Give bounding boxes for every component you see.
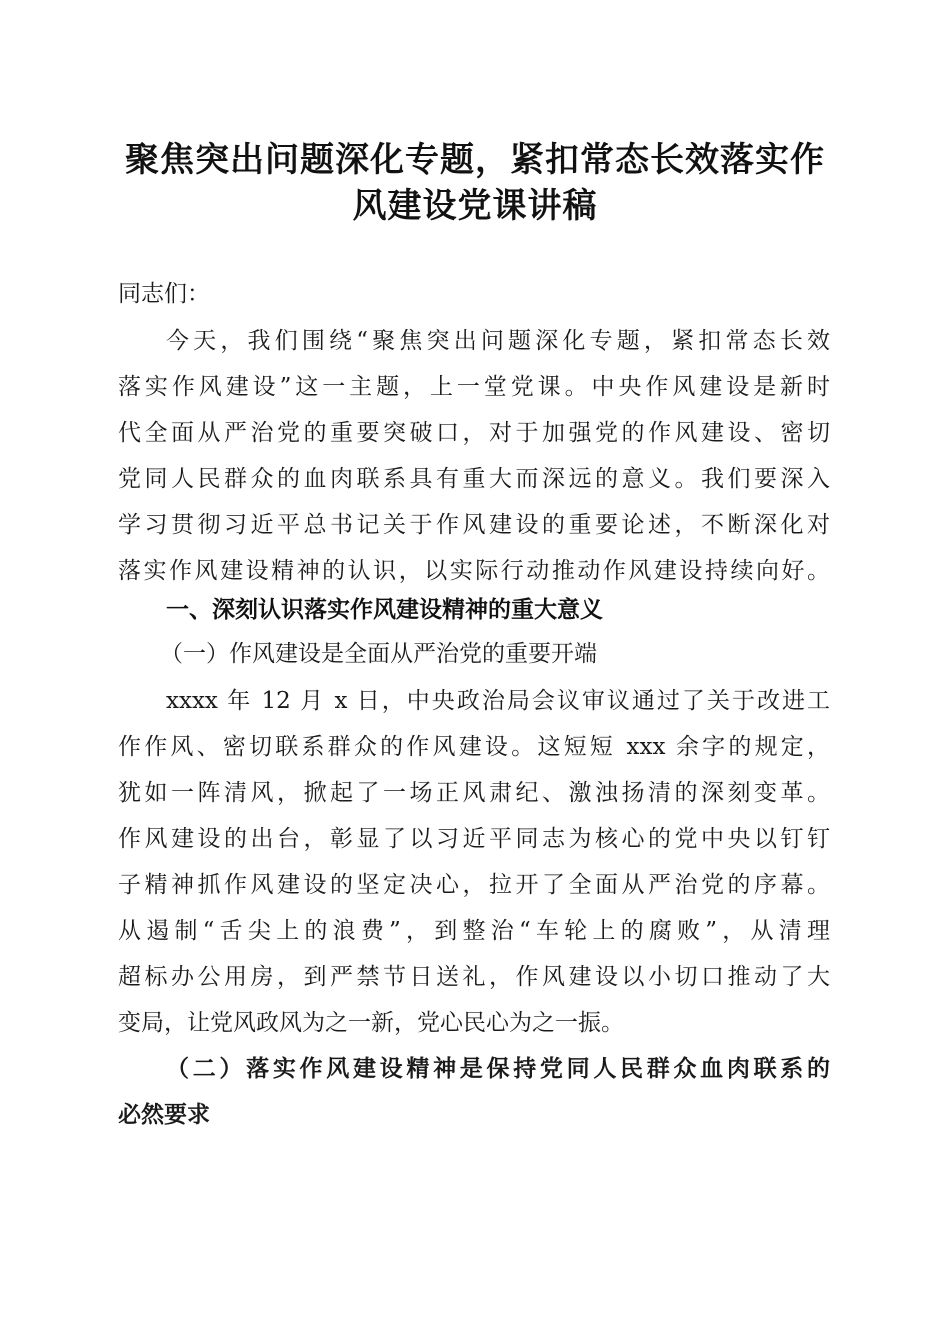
document-title-line-2: 风建设党课讲稿 — [352, 186, 598, 226]
subsection-heading-2-continued: 必然要求 — [118, 1101, 210, 1128]
subsection-heading-1: （一）作风建设是全面从严治党的重要开端 — [160, 641, 597, 667]
sub1-paragraph-line: 超标办公用房，到严禁节日送礼，作风建设以小切口推动了大 — [118, 964, 830, 990]
intro-line: 落实作风建设精神的认识，以实际行动推动作风建设持续向好。 — [118, 558, 830, 584]
sub1-paragraph-line: 作风建设的出台，彰显了以习近平同志为核心的党中央以钉钉 — [118, 826, 830, 852]
sub1-paragraph-line: 作作风、密切联系群众的作风建设。这短短 xxx 余字的规定， — [118, 734, 830, 760]
sub1-paragraph-line: 变局，让党风政风为之一新，党心民心为之一振。 — [118, 1010, 624, 1036]
sub1-paragraph-line: 从遏制“舌尖上的浪费”，到整治“车轮上的腐败”，从清理 — [118, 918, 830, 944]
intro-line: 落实作风建设”这一主题，上一堂党课。中央作风建设是新时 — [118, 374, 830, 400]
intro-line: 学习贯彻习近平总书记关于作风建设的重要论述，不断深化对 — [118, 512, 830, 538]
section-heading-1: 一、深刻认识落实作风建设精神的重大意义 — [166, 597, 603, 623]
document-title-line-1: 聚焦突出问题深化专题，紧扣常态长效落实作 — [125, 140, 825, 180]
salutation: 同志们： — [118, 281, 210, 307]
sub1-paragraph-line: 犹如一阵清风，掀起了一场正风肃纪、激浊扬清的深刻变革。 — [118, 780, 830, 806]
intro-line: 代全面从严治党的重要突破口，对于加强党的作风建设、密切 — [118, 420, 830, 446]
sub1-paragraph-line: 子精神抓作风建设的坚定决心，拉开了全面从严治党的序幕。 — [118, 872, 830, 898]
intro-line: 党同人民群众的血肉联系具有重大而深远的意义。我们要深入 — [118, 466, 830, 492]
intro-line: 今天，我们围绕“聚焦突出问题深化专题，紧扣常态长效 — [166, 328, 830, 354]
sub1-paragraph-line: xxxx 年 12 月 x 日，中央政治局会议审议通过了关于改进工 — [166, 688, 830, 714]
subsection-heading-2: （二）落实作风建设精神是保持党同人民群众血肉联系的 — [166, 1055, 830, 1082]
